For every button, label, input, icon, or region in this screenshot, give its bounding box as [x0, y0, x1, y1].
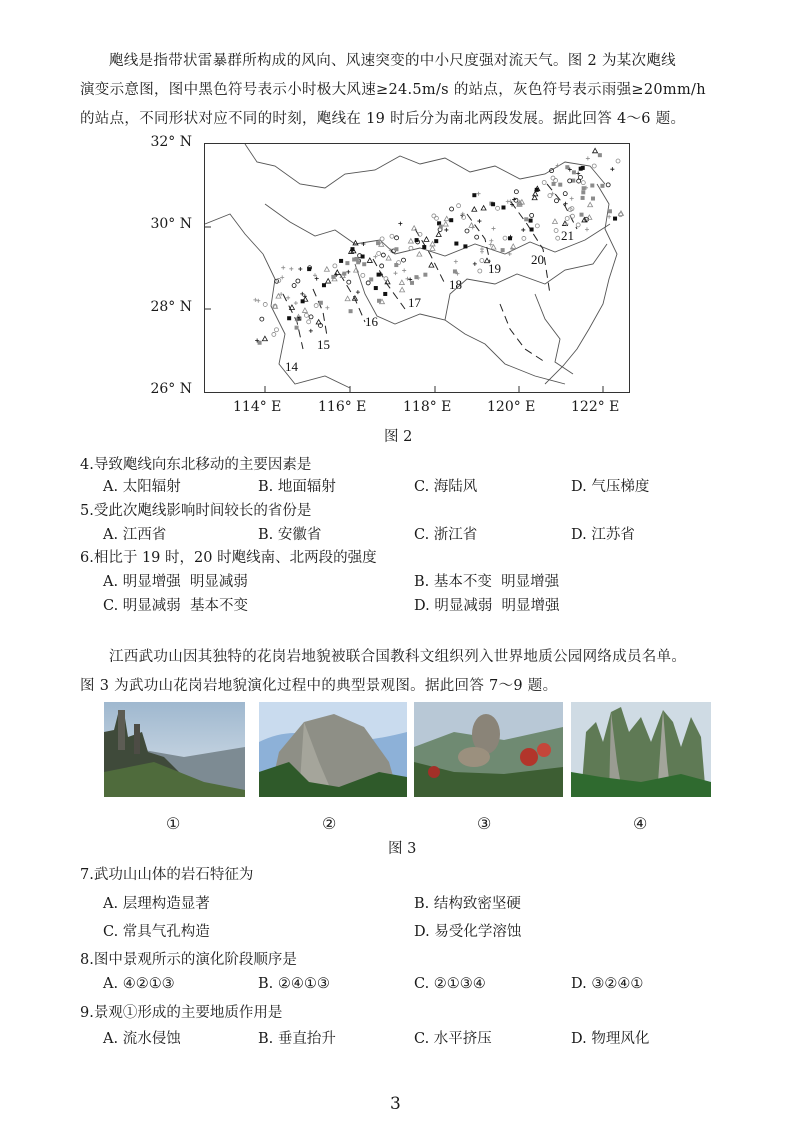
station-symbol — [548, 194, 552, 198]
station-symbol — [414, 275, 418, 279]
hour-label-17: 17 — [408, 295, 421, 310]
station-symbol — [616, 159, 620, 163]
intro-line: 演变示意图，图中黑色符号表示小时极大风速≥24.5m/s 的站点，灰色符号表示雨强≥20mm/h — [80, 82, 706, 98]
station-symbol — [454, 242, 458, 246]
hour-label-21: 21 — [561, 228, 574, 243]
station-symbol — [300, 292, 304, 296]
station-symbol — [349, 309, 353, 313]
station-symbol — [410, 281, 414, 285]
station-symbol — [339, 259, 343, 263]
q8-option-a: A. ④②①③ — [103, 976, 175, 992]
station-symbol — [489, 239, 493, 243]
lat-label: 26° N — [150, 381, 192, 397]
lat-label: 32° N — [150, 134, 192, 150]
station-symbol — [463, 244, 467, 248]
lat-label: 30° N — [150, 216, 192, 232]
station-symbol — [262, 336, 267, 341]
station-symbol — [417, 252, 422, 257]
station-symbol — [386, 256, 391, 260]
station-symbol — [347, 280, 351, 284]
question-6-stem — [80, 546, 377, 567]
station-symbol — [298, 267, 302, 271]
q5-option-c: C. 浙江省 — [414, 527, 478, 543]
station-symbol — [309, 329, 313, 333]
q9-option-c: C. 水平挤压 — [414, 1031, 492, 1047]
station-symbol — [551, 176, 555, 180]
station-symbol — [272, 332, 276, 336]
q4-option-a: A. 太阳辐射 — [103, 479, 181, 495]
station-symbol — [356, 290, 360, 294]
station-symbol — [572, 170, 576, 174]
q8-option-b: B. ②④①③ — [258, 976, 330, 992]
photo-label-3: ③ — [477, 814, 492, 833]
station-symbol — [477, 192, 481, 196]
question-8-stem — [80, 948, 297, 969]
station-symbol — [436, 232, 441, 237]
q6-option-b: B. 基本不变 明显增强 — [414, 574, 560, 590]
station-symbol — [408, 239, 413, 244]
station-symbol — [432, 214, 436, 218]
station-symbol — [399, 280, 404, 285]
station-symbol — [322, 283, 326, 287]
station-symbol — [333, 264, 337, 268]
station-symbol — [586, 156, 590, 160]
station-symbol — [489, 243, 493, 247]
question-text: 相比于 19 时，20 时飑线南、北两段的强度 — [93, 550, 377, 566]
hour-label-18: 18 — [449, 277, 462, 292]
station-symbol — [496, 206, 500, 210]
question-text: 受此次飑线影响时间较长的省份是 — [93, 503, 312, 519]
station-symbol — [554, 199, 558, 203]
page-number: 3 — [390, 1094, 401, 1114]
station-symbol — [444, 228, 448, 232]
station-symbol — [286, 296, 290, 300]
station-symbol — [335, 270, 340, 275]
station-symbol — [473, 262, 477, 266]
station-symbol — [302, 308, 307, 313]
station-symbol — [314, 304, 318, 308]
squall-line-map — [204, 143, 630, 393]
question-9-stem — [80, 1001, 282, 1022]
station-symbol — [585, 227, 589, 231]
hour-label-20: 20 — [531, 252, 544, 267]
figure-2-caption: 图 2 — [384, 429, 413, 445]
station-symbol — [576, 172, 580, 176]
station-symbol — [598, 153, 602, 157]
q7-option-a: A. 层理构造显著 — [103, 896, 210, 912]
station-symbol — [593, 148, 598, 153]
station-symbol — [570, 197, 574, 201]
q5-option-b: B. 安徽省 — [258, 527, 322, 543]
station-symbol — [345, 261, 349, 265]
question-text: 图中景观所示的演化阶段顺序是 — [93, 952, 297, 968]
intro-paragraph-wugong — [80, 643, 720, 701]
lon-label: 114° E — [233, 399, 282, 415]
station-symbol — [530, 213, 534, 217]
station-symbol — [542, 181, 546, 185]
question-4-stem — [80, 453, 311, 474]
landscape-photo-3 — [414, 702, 563, 797]
station-symbol — [552, 182, 556, 186]
question-number: 5. — [80, 503, 94, 519]
lon-label: 122° E — [571, 399, 620, 415]
station-symbol — [309, 315, 313, 319]
station-symbol — [554, 229, 558, 233]
station-symbol — [480, 258, 484, 262]
station-symbol — [345, 296, 350, 301]
hour-label-16: 16 — [365, 314, 378, 329]
station-symbol — [613, 217, 617, 221]
q4-option-b: B. 地面辐射 — [258, 479, 336, 495]
hour-label-19: 19 — [488, 261, 501, 276]
q9-option-a: A. 流水侵蚀 — [103, 1031, 181, 1047]
intro-line: 飑线是指带状雷暴群所构成的风向、风速突变的中小尺度强对流天气。图 2 为某次飑线 — [109, 53, 676, 69]
intro-line: 江西武功山因其独特的花岗岩地貌被联合国教科文组织列入世界地质公园网络成员名单。 — [109, 649, 687, 665]
station-symbol — [444, 216, 449, 221]
q6-option-c: C. 明显减弱 基本不变 — [103, 598, 249, 614]
station-symbol — [274, 328, 278, 332]
q8-option-d: D. ③②④① — [571, 976, 644, 992]
map-canvas — [205, 144, 629, 392]
question-text: 景观①形成的主要地质作用是 — [93, 1005, 283, 1021]
q7-option-b: B. 结构致密坚硬 — [414, 896, 521, 912]
station-symbol — [354, 268, 359, 273]
question-7-stem — [80, 863, 253, 884]
station-symbol — [592, 164, 596, 168]
lon-label: 120° E — [487, 399, 536, 415]
q4-option-c: C. 海陆风 — [414, 479, 478, 495]
station-symbol — [398, 222, 402, 226]
photo-label-1: ① — [166, 814, 181, 833]
station-symbol — [579, 167, 583, 171]
station-symbol — [450, 207, 454, 211]
station-symbol — [554, 178, 558, 182]
station-symbol — [610, 167, 614, 171]
intro-line: 图 3 为武功山花岗岩地貌演化过程中的典型景观图。据此回答 7～9 题。 — [80, 678, 558, 694]
station-symbol — [506, 200, 510, 204]
station-symbol — [281, 266, 285, 270]
station-symbol — [443, 222, 448, 227]
station-symbol — [607, 215, 611, 219]
station-symbol — [430, 246, 435, 251]
station-symbol — [530, 227, 534, 231]
station-symbol — [533, 191, 538, 196]
station-symbol — [469, 223, 474, 228]
station-symbol — [366, 281, 370, 285]
station-symbol — [588, 202, 593, 207]
station-symbol — [580, 213, 584, 217]
question-number: 4. — [80, 457, 94, 473]
station-symbol — [324, 267, 329, 272]
station-symbol — [256, 299, 260, 303]
station-symbol — [491, 202, 495, 206]
station-symbol — [514, 198, 518, 202]
station-symbol — [303, 297, 308, 302]
station-symbol — [529, 219, 533, 223]
station-symbol — [394, 263, 398, 267]
station-symbol — [454, 260, 458, 264]
station-symbol — [582, 186, 586, 190]
station-symbol — [384, 277, 388, 281]
station-symbol — [280, 275, 284, 279]
photo-label-2: ② — [322, 814, 337, 833]
station-symbol — [409, 246, 413, 250]
station-symbol — [492, 227, 496, 231]
station-symbol — [289, 305, 294, 310]
station-symbol — [524, 217, 528, 221]
lat-label: 28° N — [150, 299, 192, 315]
station-symbol — [383, 292, 387, 296]
q6-option-a: A. 明显增强 明显减弱 — [103, 574, 248, 590]
station-symbol — [434, 239, 438, 243]
station-symbol — [260, 317, 264, 321]
station-symbol — [373, 255, 377, 259]
station-symbol — [394, 247, 398, 251]
station-symbol — [356, 260, 360, 264]
station-symbol — [478, 269, 482, 273]
station-symbol — [503, 236, 507, 240]
station-symbol — [408, 277, 412, 281]
landscape-photo-2 — [259, 702, 407, 797]
station-symbol — [307, 267, 311, 271]
station-symbol — [581, 190, 585, 194]
station-symbol — [412, 226, 417, 231]
station-symbol — [362, 262, 366, 266]
station-symbol — [424, 237, 429, 242]
station-symbol — [591, 197, 595, 201]
station-symbol — [465, 229, 469, 233]
station-symbol — [581, 196, 585, 200]
station-symbol — [390, 234, 394, 238]
station-symbol — [481, 206, 486, 211]
station-symbol — [608, 209, 612, 213]
landscape-photo-4 — [571, 702, 711, 797]
station-symbol — [325, 306, 329, 310]
station-symbol — [565, 165, 569, 169]
station-symbol — [397, 261, 401, 265]
station-symbol — [570, 214, 574, 218]
station-symbol — [568, 179, 572, 183]
q5-option-d: D. 江苏省 — [571, 527, 635, 543]
station-symbol — [600, 184, 604, 188]
station-symbol — [361, 255, 365, 259]
station-symbol — [606, 183, 610, 187]
station-symbol — [563, 192, 567, 196]
station-symbol — [501, 248, 505, 252]
question-number: 9. — [80, 1005, 94, 1021]
station-symbol — [558, 183, 562, 187]
station-symbol — [377, 251, 381, 255]
station-symbol — [296, 279, 300, 283]
question-number: 7. — [80, 867, 94, 883]
q9-option-d: D. 物理风化 — [571, 1031, 650, 1047]
station-symbol — [380, 264, 384, 268]
station-symbol — [381, 253, 385, 257]
station-symbol — [477, 219, 481, 223]
station-symbol — [326, 279, 331, 284]
station-symbol — [576, 223, 580, 227]
station-symbol — [423, 273, 427, 277]
station-symbol — [522, 236, 526, 240]
station-symbol — [429, 263, 434, 268]
station-symbol — [480, 250, 484, 254]
station-symbol — [377, 299, 381, 303]
intro-paragraph-squall-line — [80, 47, 720, 134]
question-text: 武功山山体的岩石特征为 — [93, 867, 254, 883]
lon-label: 116° E — [318, 399, 367, 415]
lon-label: 118° E — [403, 399, 452, 415]
station-symbol — [287, 316, 291, 320]
station-symbol — [402, 258, 406, 262]
station-symbol — [535, 224, 539, 228]
station-symbol — [511, 244, 516, 249]
station-symbol — [263, 302, 267, 306]
station-symbol — [367, 258, 372, 263]
station-symbol — [422, 245, 426, 249]
station-symbol — [475, 235, 479, 239]
station-symbol — [303, 294, 307, 298]
station-symbol — [472, 193, 476, 197]
station-symbol — [565, 216, 569, 220]
station-symbol — [304, 313, 308, 317]
station-symbol — [380, 237, 384, 241]
station-symbol — [491, 245, 496, 250]
station-symbol — [400, 287, 405, 292]
station-symbol — [434, 216, 438, 220]
station-symbol — [402, 268, 406, 272]
figure-3-caption: 图 3 — [388, 841, 417, 857]
station-symbol — [552, 219, 557, 224]
station-symbol — [453, 269, 457, 273]
station-symbol — [551, 192, 555, 196]
station-symbol — [449, 218, 453, 222]
hour-label-15: 15 — [317, 337, 330, 352]
q4-option-d: D. 气压梯度 — [571, 479, 650, 495]
station-symbol — [307, 320, 311, 324]
station-symbol — [514, 190, 518, 194]
q5-option-a: A. 江西省 — [103, 527, 167, 543]
station-symbol — [556, 236, 560, 240]
question-number: 8. — [80, 952, 94, 968]
q7-option-d: D. 易受化学溶蚀 — [414, 924, 522, 940]
station-symbol — [316, 320, 321, 325]
station-symbol — [501, 205, 505, 209]
station-symbol — [439, 225, 443, 229]
station-symbol — [295, 326, 299, 330]
station-symbol — [319, 301, 323, 305]
question-text: 导致飑线向东北移动的主要因素是 — [93, 457, 312, 473]
intro-line: 的站点，不同形状对应不同的时刻，飑线在 19 时后分为南北两段发展。据此回答 4～6 题。 — [80, 111, 686, 127]
station-symbol — [294, 301, 298, 305]
station-symbol — [258, 341, 262, 345]
station-symbol — [393, 271, 397, 275]
station-symbol — [395, 236, 399, 240]
station-symbol — [405, 277, 409, 281]
question-5-stem — [80, 499, 311, 520]
station-symbol — [457, 204, 461, 208]
station-symbol — [521, 228, 525, 232]
station-symbol — [590, 184, 594, 188]
question-number: 6. — [80, 550, 94, 566]
photo-label-4: ④ — [633, 814, 648, 833]
q9-option-b: B. 垂直抬升 — [258, 1031, 336, 1047]
landscape-photo-1 — [104, 702, 245, 797]
station-symbol — [374, 286, 378, 290]
station-symbol — [292, 284, 296, 288]
station-symbol — [472, 207, 477, 212]
station-symbol — [581, 181, 585, 185]
q8-option-c: C. ②①③④ — [414, 976, 486, 992]
station-symbol — [289, 267, 293, 271]
station-symbol — [376, 241, 380, 245]
q6-option-d: D. 明显减弱 明显增强 — [414, 598, 560, 614]
station-symbol — [253, 298, 257, 302]
q7-option-c: C. 常具气孔构造 — [103, 924, 210, 940]
station-symbol — [578, 175, 582, 179]
hour-label-14: 14 — [285, 359, 298, 374]
station-symbol — [369, 277, 373, 281]
station-symbol — [346, 270, 350, 274]
station-symbol — [377, 273, 381, 277]
station-symbol — [361, 273, 365, 277]
